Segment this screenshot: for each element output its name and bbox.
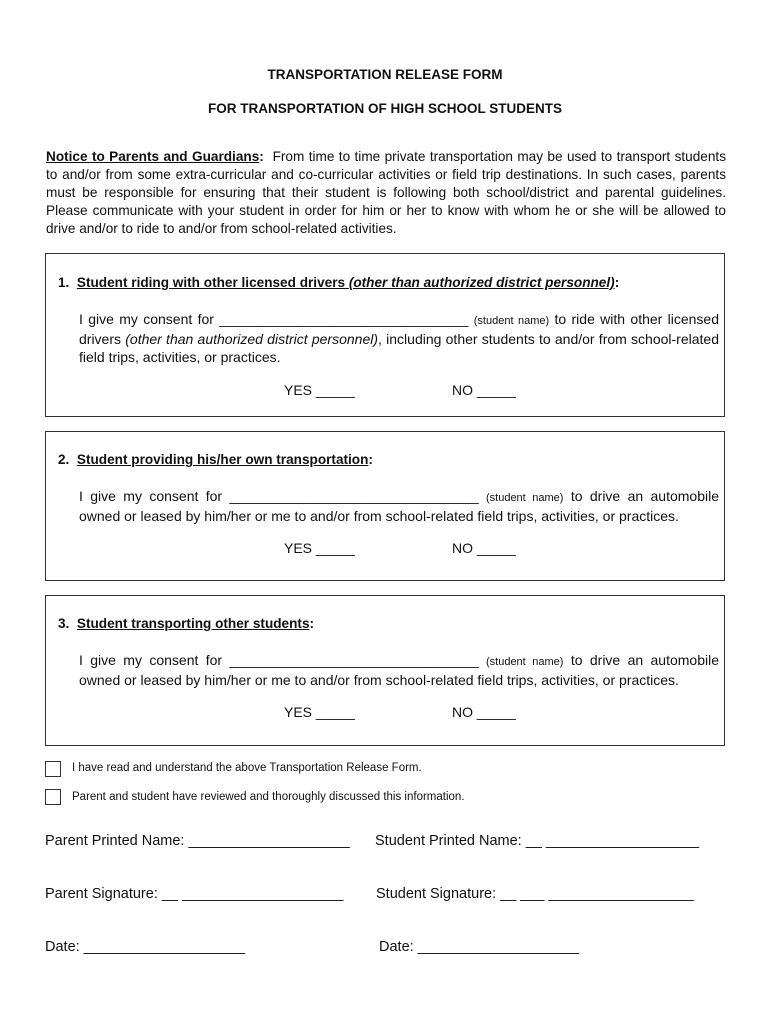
student-name-blank-1[interactable]: ________________________________ [219,311,469,327]
form-subtitle: FOR TRANSPORTATION OF HIGH SCHOOL STUDENTS [208,101,562,116]
section-2-consent: I give my consent for ________________________________ (student name) to drive an automobile owned or leased by him/her or me to and/or from school-related field trips, activities, or practices. [79,488,720,524]
form-title: TRANSPORTATION RELEASE FORM [267,67,503,82]
student-name-blank-2[interactable]: ________________________________ [229,488,479,504]
notice-heading: Notice to Parents and Guardians [46,149,260,164]
section-2-box [45,431,725,581]
notice-paragraph: Notice to Parents and Guardians: From time to time private transportation may be used to transport students to and/or from some extra-curricular and co-curricular activities or field trip destinations. In such cases, parents must be responsible for ensuring that their student is following both school/district and parental guidelines. Please communicate with your student in order for him or her to know with whom he or she will be allowed to drive and/or to ride to and/or from school-related activities. [46,149,726,236]
section-1-consent: I give my consent for ________________________________ (student name) to ride with other licensed drivers (other than authorized district personnel), including other students to and/or from school-related field trips, activities, or practices. [79,311,720,365]
parent-printed-name-field[interactable]: Parent Printed Name: ____________________ [45,833,350,849]
reviewed-discussed-checkbox[interactable] [45,789,61,805]
section-1-no[interactable]: NO _____ [452,382,516,398]
section-3-yes[interactable]: YES _____ [284,704,355,720]
section-2-yes[interactable]: YES _____ [284,540,355,556]
student-name-blank-3[interactable]: ________________________________ [229,652,479,668]
parent-signature-field[interactable]: Parent Signature: __ ____________________ [45,886,344,902]
section-3-title: 3. Student transporting other students: [58,616,315,631]
section-3-consent: I give my consent for ________________________________ (student name) to drive an automobile owned or leased by him/her or me to and/or from school-related field trips, activities, or practices. [79,652,720,688]
student-signature-field[interactable]: Student Signature: __ ___ __________________ [376,886,694,902]
notice-text: From time to time private transportation may be used to transport students to and/or from some extra-curricular and co-curricular activities or field trip destinations. In such cases, parents must be responsible for ensuring that their student is following both school/district and parental guidelines. Please communicate with your student in order for him or her to know with whom he or she will be allowed to drive and/or to ride to and/or from school-related activities. [46,149,726,236]
read-understand-checkbox[interactable] [45,761,61,777]
section-3-box [45,595,725,746]
student-date-field[interactable]: Date: ____________________ [379,939,579,955]
section-1-box [45,253,725,417]
section-2-title: 2. Student providing his/her own transportation: [58,452,373,467]
section-1-yes[interactable]: YES _____ [284,382,355,398]
reviewed-discussed-label: Parent and student have reviewed and thoroughly discussed this information. [72,791,465,803]
section-3-no[interactable]: NO _____ [452,704,516,720]
read-understand-label: I have read and understand the above Transportation Release Form. [72,762,422,774]
parent-date-field[interactable]: Date: ____________________ [45,939,245,955]
student-printed-name-field[interactable]: Student Printed Name: __ ___________________ [375,833,700,849]
section-2-no[interactable]: NO _____ [452,540,516,556]
section-1-title: 1. Student riding with other licensed drivers (other than authorized district personnel): [58,275,620,290]
